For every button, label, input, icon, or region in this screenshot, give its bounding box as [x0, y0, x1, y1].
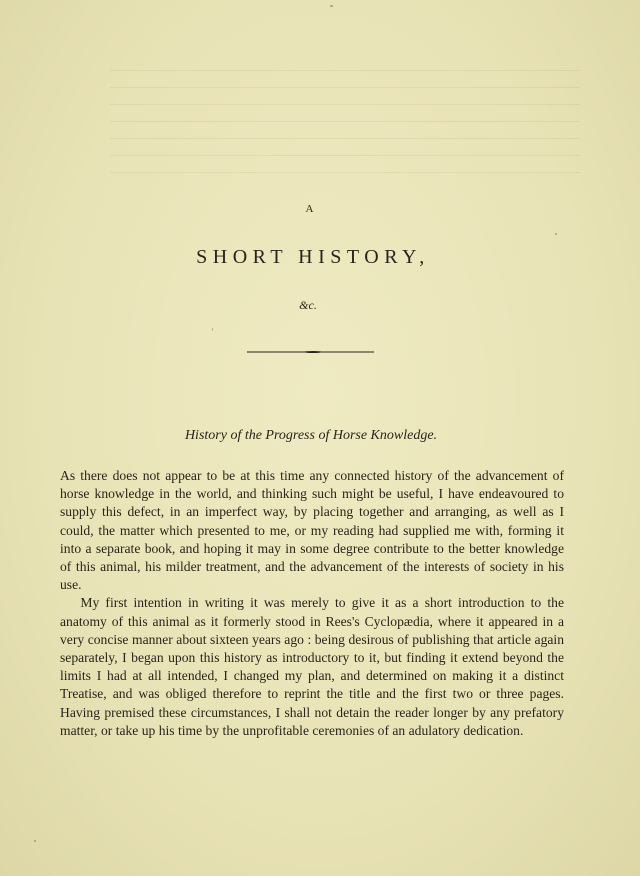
section-heading: History of the Progress of Horse Knowledge. [184, 428, 438, 443]
show-through-text [110, 70, 580, 180]
page-title: SHORT HISTORY, [196, 246, 430, 268]
page-speck [555, 233, 557, 235]
title-article: A [305, 203, 315, 215]
page-speck [212, 328, 213, 331]
page-speck [34, 840, 36, 842]
ornamental-rule [247, 351, 374, 353]
body-text [60, 467, 564, 740]
title-etc: &c. [299, 298, 317, 312]
paragraph-1: As there does not appear to be at this time any connected history of the advancement of horse knowledge in the world, and thinking such might be useful, I have endeavoured to supply this defect, in an imperfect way, by placing together and arranging, as well as I could, the matter which presented to me, or my reading had supplied me with, forming it into a separate book, and hoping it may in some degree contribute to the better knowledge of this animal, his milder treatment, and the advancement of the interests of society in his use. [60, 468, 564, 593]
page-speck [330, 5, 333, 7]
paragraph-2: My first intention in writing it was merely to give it as a short introduction to the anatomy of this animal as it formerly stood in Rees's Cyclopædia, where it appeared in a very concise manner about sixteen years ago : being desirous of publishing that article again separately, I began upon this history as introductory to it, but finding it extend beyond the limits I had at all intended, I changed my plan, and determined on making it a distinct Treatise, and was obliged therefore to reprint the title and the first two or three pages. Having premised these circumstances, I shall not detain the reader longer by any prefatory matter, or take up his time by the unprofitable ceremonies of an adulatory dedication. [60, 595, 564, 738]
